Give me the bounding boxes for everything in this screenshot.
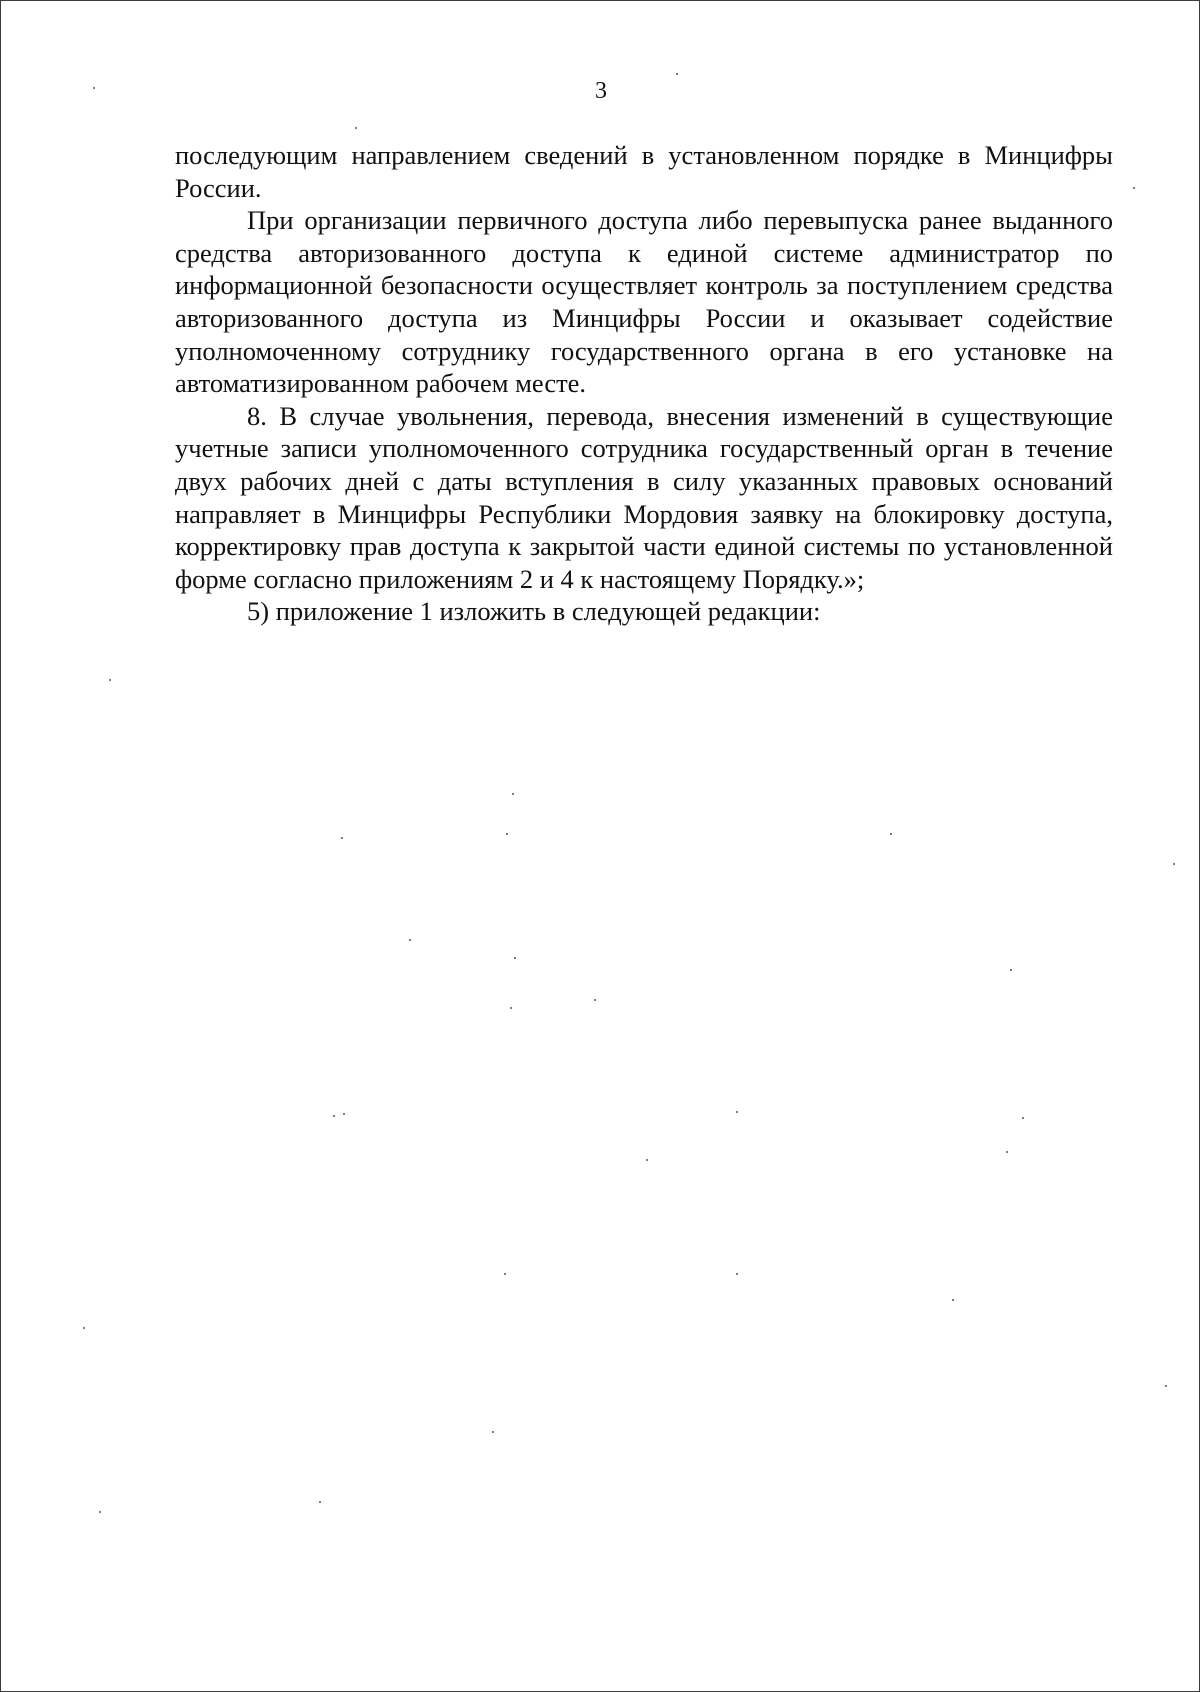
scan-speck	[109, 679, 111, 681]
scan-speck	[514, 957, 516, 959]
scan-speck	[341, 837, 343, 839]
scan-speck	[510, 1007, 512, 1009]
scan-speck	[409, 939, 411, 941]
scan-speck	[1173, 863, 1175, 865]
page-number: 3	[595, 78, 607, 104]
document-body	[175, 139, 1113, 628]
paragraph-item-5: 5) приложение 1 изложить в следующей редакции:	[247, 596, 821, 627]
scan-speck	[1006, 1151, 1008, 1153]
scan-speck	[512, 793, 514, 795]
scan-speck	[646, 1159, 648, 1161]
scan-speck	[93, 87, 95, 89]
scan-speck	[1133, 187, 1135, 189]
paragraph-continuation: последующим направлением сведений в установленном порядке в Минцифры России.	[175, 140, 1113, 203]
scan-speck	[99, 1511, 101, 1513]
scan-speck	[676, 73, 678, 75]
scan-speck	[319, 1501, 321, 1503]
scan-speck	[355, 127, 357, 129]
scan-speck	[333, 1115, 335, 1117]
scan-speck	[492, 1431, 494, 1433]
scan-speck	[1022, 1117, 1024, 1119]
paragraph-access-control: При организации первичного доступа либо перевыпуска ранее выданного средства авторизованного доступа к единой системе администратор по информационной безопасности осуществляет контроль за поступлением средства авторизованного доступа из Минцифры России и оказывает содействие уполномоченному сотруднику государственного органа в его установке на автоматизированном рабочем месте.	[175, 205, 1113, 399]
scan-speck	[952, 1299, 954, 1301]
scan-speck	[594, 999, 596, 1001]
scan-speck	[736, 1111, 738, 1113]
scan-speck	[83, 1327, 85, 1329]
scan-speck	[890, 833, 892, 835]
scan-speck	[343, 1113, 345, 1115]
paragraph-item-8: 8. В случае увольнения, перевода, внесения изменений в существующие учетные записи уполномоченного сотрудника государственный орган в течение двух рабочих дней с даты вступления в силу указанных правовых оснований направляет в Минцифры Республики Мордовия заявку на блокировку доступа, корректировку прав доступа к закрытой части единой системы по установленной форме согласно приложениям 2 и 4 к настоящему Порядку.»;	[175, 400, 1113, 594]
scan-speck	[736, 1273, 738, 1275]
scan-speck	[1165, 1385, 1167, 1387]
scan-speck	[1010, 969, 1012, 971]
scan-speck	[504, 1273, 506, 1275]
scan-speck	[506, 833, 508, 835]
